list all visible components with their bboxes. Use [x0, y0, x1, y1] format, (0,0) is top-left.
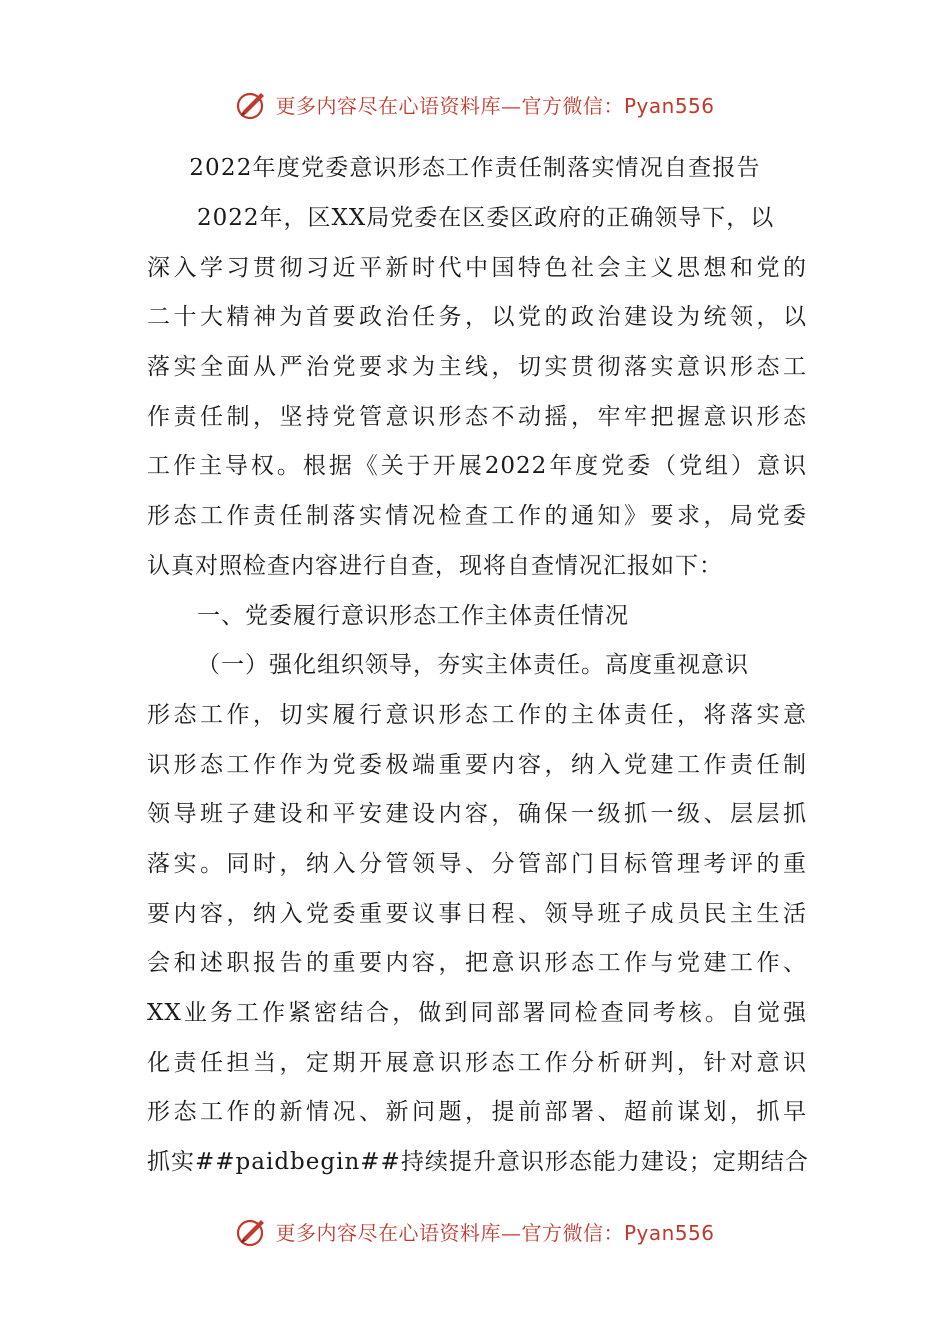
section-heading: 一、党委履行意识形态工作主体责任情况: [197, 602, 629, 629]
text-line: XX业务工作紧密结合，做到同部署同检查同考核。自觉强: [147, 1000, 807, 1026]
watermark-id: Pyan556: [623, 93, 715, 118]
watermark-header: [0, 84, 950, 124]
text-line: 识形态工作作为党委极端重要内容，纳入党建工作责任制: [147, 751, 807, 778]
watermark-label: 官方微信：: [521, 1220, 624, 1245]
text-line: 工作主导权。根据《关于开展2022年度党委（党组）意识: [147, 453, 807, 480]
watermark-id: Pyan556: [623, 1220, 715, 1245]
watermark-text: [275, 90, 714, 119]
text-line: 落实全面从严治党要求为主线，切实贯彻落实意识形态工: [147, 354, 807, 381]
text-line: 认真对照检查内容进行自查，现将自查情况汇报如下：: [147, 552, 723, 579]
document-body: [147, 198, 807, 1192]
watermark-dash: —: [500, 93, 522, 118]
text-line: 抓实##paidbegin##持续提升意识形态能力建设；定期结合: [147, 1149, 809, 1176]
text-line: 形态工作责任制落实情况检查工作的通知》要求，局党委: [147, 503, 807, 530]
text-line: 作责任制，坚持党管意识形态不动摇，牢牢把握意识形态: [147, 403, 807, 430]
watermark-text: [275, 1217, 714, 1246]
text-line: 2022年，区XX局党委在区委区政府的正确领导下，以: [197, 205, 775, 231]
watermark-dash: —: [500, 1220, 522, 1245]
text-line: 会和述职报告的重要内容，把意识形态工作与党建工作、: [147, 950, 807, 977]
text-line: 化责任担当，定期开展意识形态工作分析研判，针对意识: [147, 1049, 807, 1076]
text-line: 要内容，纳入党委重要议事日程、领导班子成员民主生活: [147, 900, 807, 927]
text-line: 深入学习贯彻习近平新时代中国特色社会主义思想和党的: [147, 254, 807, 281]
text-line: 形态工作的新情况、新问题，提前部署、超前谋划，抓早: [147, 1099, 807, 1126]
watermark-label: 官方微信：: [521, 93, 624, 118]
watermark-site: 更多内容尽在心语资料库: [275, 93, 501, 118]
document-title: 2022年度党委意识形态工作责任制落实情况自查报告: [189, 155, 761, 181]
watermark-footer: [0, 1211, 950, 1251]
text-line: 形态工作，切实履行意识形态工作的主体责任，将落实意: [147, 701, 807, 728]
text-line: 二十大精神为首要政治任务，以党的政治建设为统领，以: [147, 304, 807, 331]
pen-logo-icon: [235, 87, 269, 121]
text-line: 领导班子建设和平安建设内容，确保一级抓一级、层层抓: [147, 801, 807, 828]
subsection-heading: （一）强化组织领导，夯实主体责任。高度重视意识: [197, 652, 749, 679]
watermark-site: 更多内容尽在心语资料库: [275, 1220, 501, 1245]
text-line: 落实。同时，纳入分管领导、分管部门目标管理考评的重: [147, 850, 807, 877]
pen-logo-icon: [235, 1214, 269, 1248]
